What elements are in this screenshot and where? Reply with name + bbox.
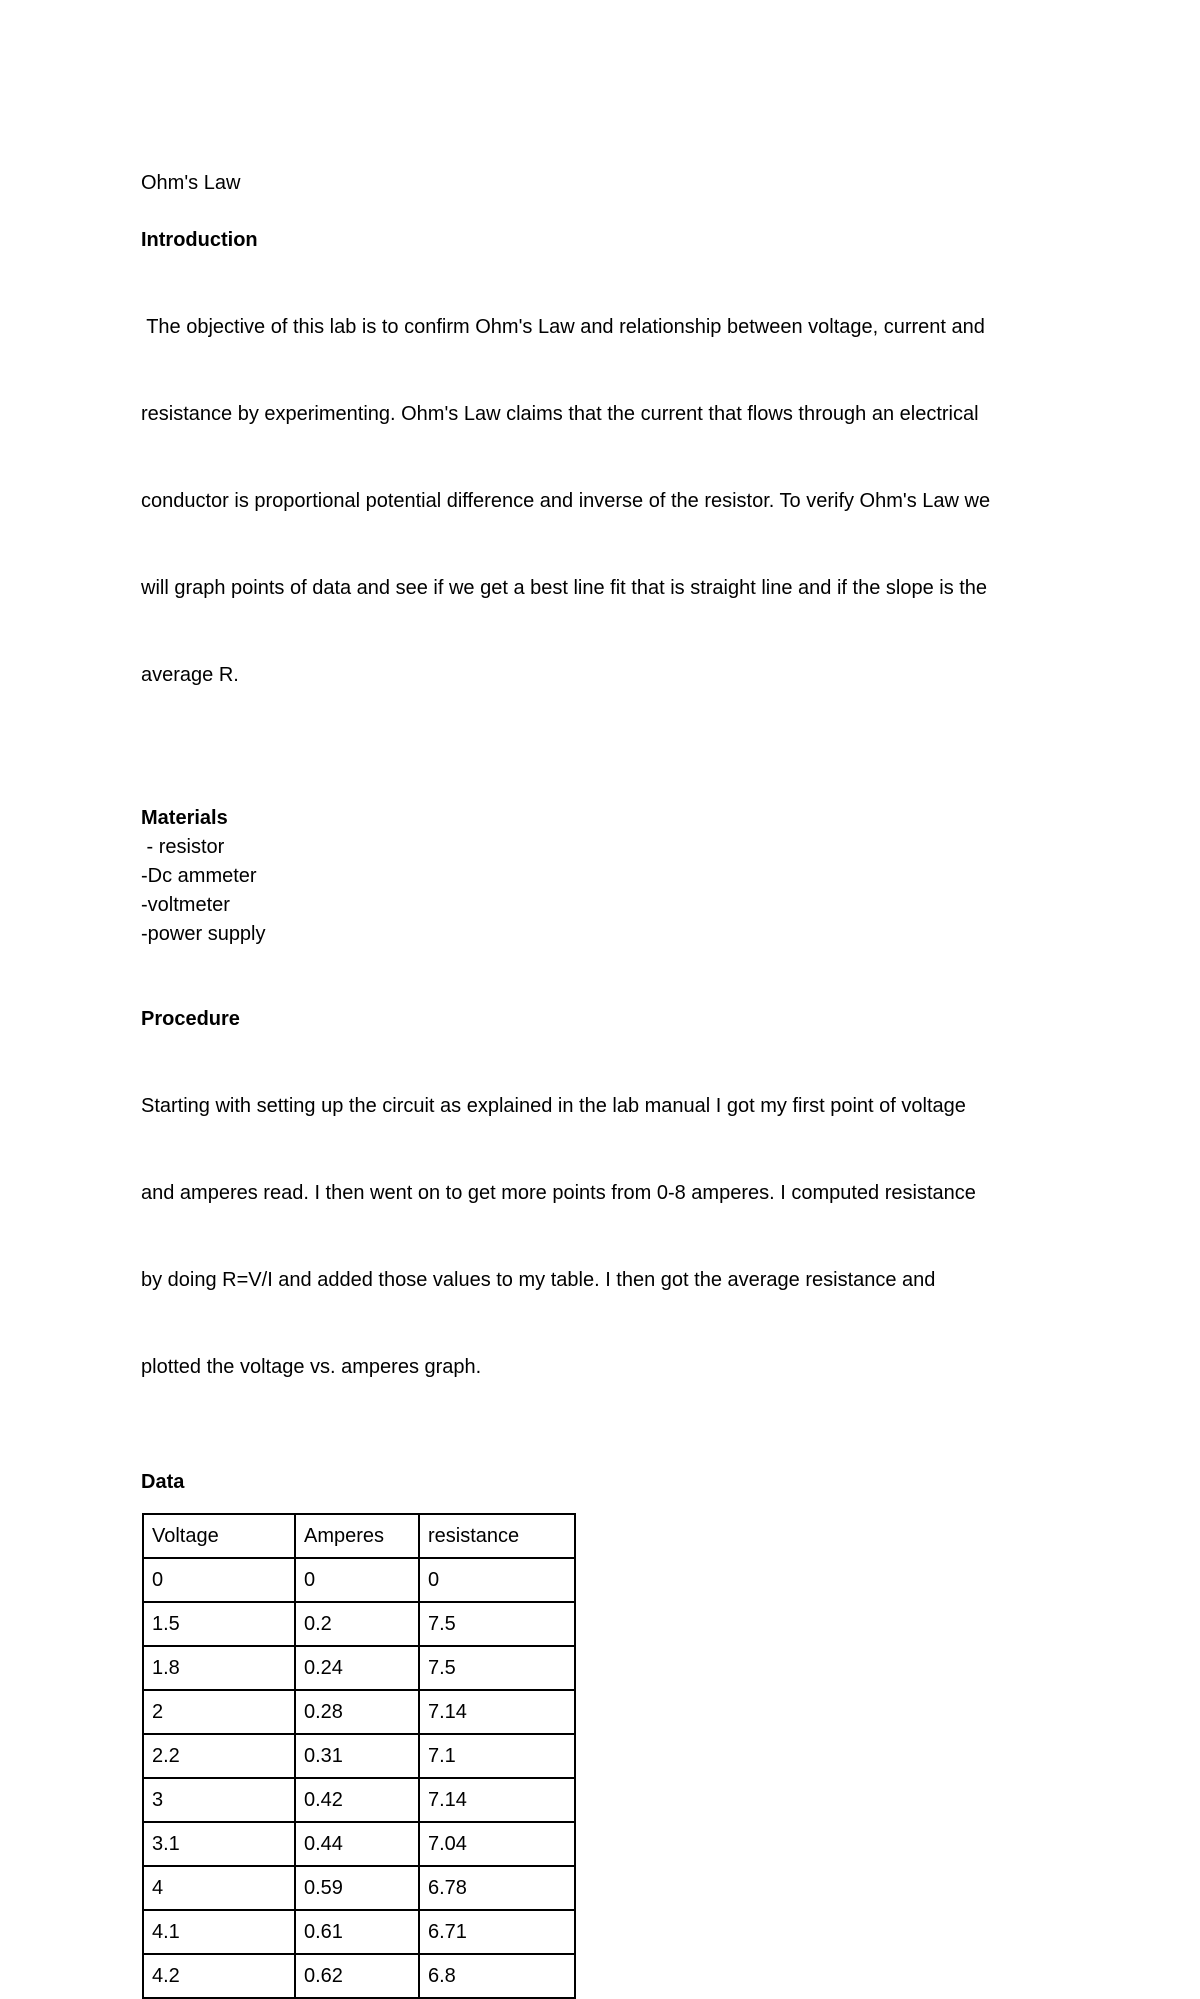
table-cell: 2 bbox=[143, 1690, 295, 1734]
table-cell: 0.28 bbox=[295, 1690, 419, 1734]
table-cell: 0.31 bbox=[295, 1734, 419, 1778]
procedure-line: by doing R=V/I and added those values to my table. I then got the average resistance and bbox=[141, 1269, 936, 1291]
table-cell: 0.24 bbox=[295, 1646, 419, 1690]
introduction-line: The objective of this lab is to confirm Ohm's Law and relationship between voltage, current and bbox=[141, 316, 985, 338]
table-row bbox=[143, 1646, 575, 1690]
procedure-heading: Procedure bbox=[141, 1008, 240, 1030]
table-cell: 3 bbox=[143, 1778, 295, 1822]
introduction-line: conductor is proportional potential difference and inverse of the resistor. To verify Ohm's Law we bbox=[141, 490, 991, 512]
table-cell: 7.14 bbox=[419, 1778, 575, 1822]
materials-heading: Materials bbox=[141, 807, 228, 829]
table-row bbox=[143, 1602, 575, 1646]
table-cell: 7.1 bbox=[419, 1734, 575, 1778]
table-cell: 4 bbox=[143, 1866, 295, 1910]
table-cell: 7.5 bbox=[419, 1602, 575, 1646]
introduction-heading: Introduction bbox=[141, 229, 258, 251]
spacer bbox=[141, 748, 1061, 804]
introduction-line: resistance by experimenting. Ohm's Law claims that the current that flows through an electrical bbox=[141, 403, 979, 425]
data-heading: Data bbox=[141, 1471, 185, 1493]
table-row bbox=[143, 1734, 575, 1778]
table-cell: 2.2 bbox=[143, 1734, 295, 1778]
spacer bbox=[141, 198, 1061, 226]
introduction-line: average R. bbox=[141, 664, 239, 686]
materials-item: -voltmeter bbox=[141, 894, 230, 916]
table-cell: 0.42 bbox=[295, 1778, 419, 1822]
introduction-line: will graph points of data and see if we get a best line fit that is straight line and if the slope is the bbox=[141, 577, 988, 599]
table-cell: 3.1 bbox=[143, 1822, 295, 1866]
table-header-cell: Voltage bbox=[143, 1514, 295, 1558]
table-header-cell: resistance bbox=[419, 1514, 575, 1558]
spacer bbox=[141, 1440, 1061, 1468]
table-cell: 0 bbox=[295, 1558, 419, 1602]
table-header-cell: Amperes bbox=[295, 1514, 419, 1558]
table-header-row bbox=[143, 1514, 575, 1558]
table-row bbox=[143, 1778, 575, 1822]
table-row bbox=[143, 1822, 575, 1866]
table-cell: 1.5 bbox=[143, 1602, 295, 1646]
table-cell: 7.04 bbox=[419, 1822, 575, 1866]
table-cell: 7.5 bbox=[419, 1646, 575, 1690]
procedure-line: Starting with setting up the circuit as explained in the lab manual I got my first point of voltage bbox=[141, 1095, 966, 1117]
materials-item: -Dc ammeter bbox=[141, 865, 257, 887]
procedure-line: plotted the voltage vs. amperes graph. bbox=[141, 1356, 482, 1378]
table-cell: 0.2 bbox=[295, 1602, 419, 1646]
spacer bbox=[141, 949, 1061, 1005]
table-cell: 6.71 bbox=[419, 1910, 575, 1954]
document-body bbox=[141, 169, 1061, 1999]
materials-item: -power supply bbox=[141, 923, 266, 945]
table-cell: 0.61 bbox=[295, 1910, 419, 1954]
table-cell: 0 bbox=[419, 1558, 575, 1602]
table-cell: 0 bbox=[143, 1558, 295, 1602]
table-row bbox=[143, 1558, 575, 1602]
table-row bbox=[143, 1866, 575, 1910]
materials-list bbox=[141, 833, 1061, 949]
introduction-paragraph bbox=[141, 255, 1061, 748]
table-cell: 0.59 bbox=[295, 1866, 419, 1910]
table-cell: 4.1 bbox=[143, 1910, 295, 1954]
materials-item: - resistor bbox=[141, 836, 225, 858]
table-cell: 0.44 bbox=[295, 1822, 419, 1866]
table-cell: 6.78 bbox=[419, 1866, 575, 1910]
data-table bbox=[142, 1513, 576, 1999]
table-cell: 0.62 bbox=[295, 1954, 419, 1998]
table-cell: 4.2 bbox=[143, 1954, 295, 1998]
table-cell: 7.14 bbox=[419, 1690, 575, 1734]
document-title: Ohm's Law bbox=[141, 172, 241, 194]
table-row bbox=[143, 1954, 575, 1998]
table-row bbox=[143, 1690, 575, 1734]
procedure-line: and amperes read. I then went on to get more points from 0-8 amperes. I computed resistance bbox=[141, 1182, 976, 1204]
table-cell: 6.8 bbox=[419, 1954, 575, 1998]
procedure-paragraph bbox=[141, 1034, 1061, 1440]
table-cell: 1.8 bbox=[143, 1646, 295, 1690]
table-row bbox=[143, 1910, 575, 1954]
